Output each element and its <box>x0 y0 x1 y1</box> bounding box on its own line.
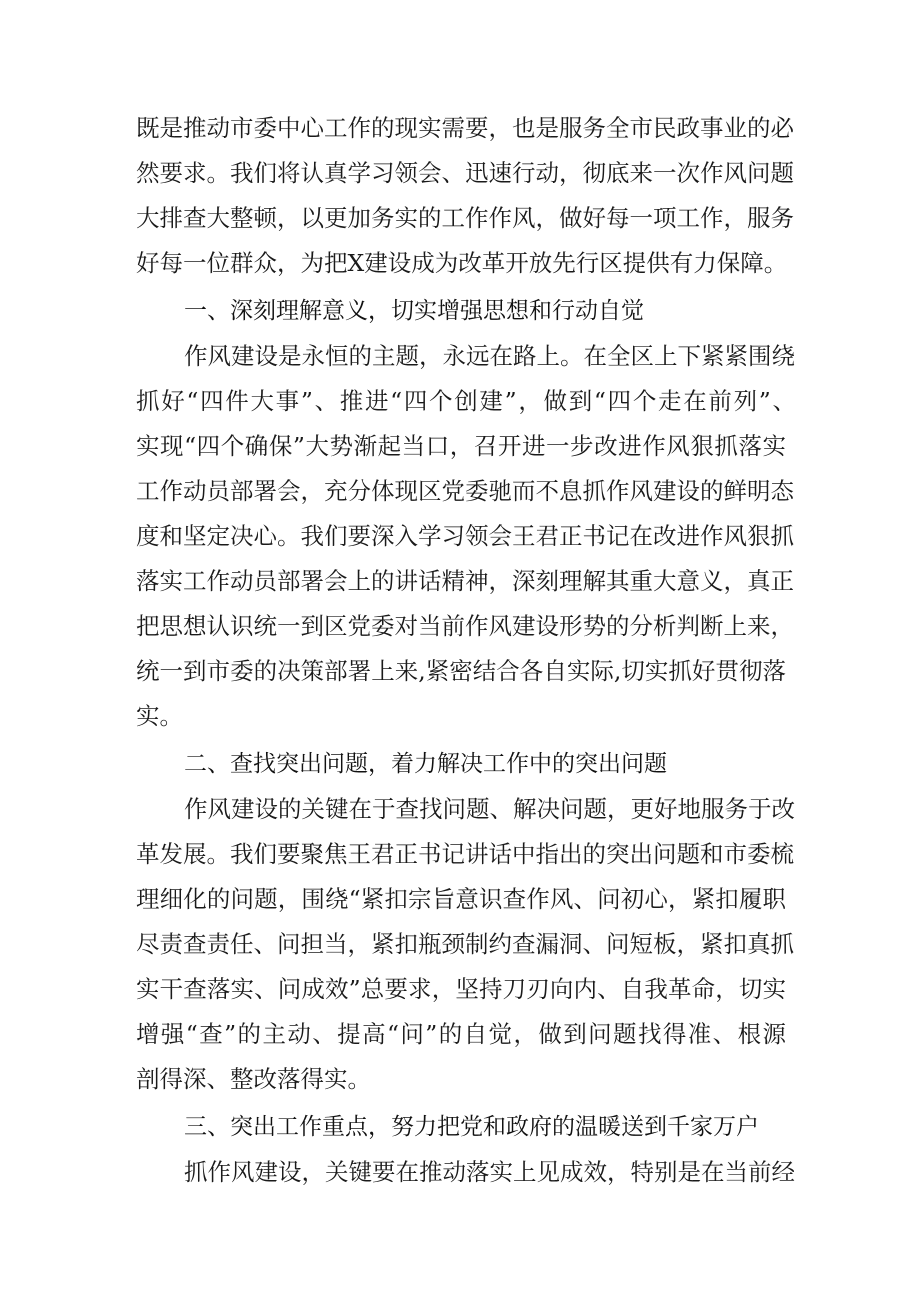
section-2-line-1: 作风建设的关键在于查找问题、解决问题，更好地服务于改 <box>184 795 795 823</box>
intro-line-3: 大排查大整顿，以更加务实的工作作风，做好每一项工作，服务 <box>136 204 794 232</box>
section-2-line-2: 革发展。我们要聚焦王君正书记讲话中指出的突出问题和市委梳 <box>136 840 794 868</box>
intro-line-4: 好每一位群众，为把X建设成为改革开放先行区提供有力保障。 <box>136 249 788 277</box>
section-1-line-7: 把思想认识统一到区党委对当前作风建设形势的分析判断上来， <box>136 612 794 640</box>
intro-line-1: 既是推动市委中心工作的现实需要，也是服务全市民政事业的必 <box>136 114 794 142</box>
section-3-line-1: 抓作风建设，关键要在推动落实上见成效，特别是在当前经 <box>184 1158 795 1186</box>
section-2-line-7: 剖得深、整改落得实。 <box>136 1065 371 1093</box>
section-1-line-3: 实现“四个确保”大势渐起当口，召开进一步改进作风狠抓落实 <box>136 432 786 460</box>
section-1-line-2: 抓好“四件大事”、推进“四个创建”，做到“四个走在前列”、 <box>136 387 796 415</box>
section-2-line-6: 增强“查”的主动、提高“问”的自觉，做到问题找得准、根源 <box>136 1020 786 1048</box>
section-1-line-8: 统一到市委的决策部署上来,紧密结合各自实际,切实抓好贯彻落 <box>136 657 786 685</box>
section-1-line-4: 工作动员部署会，充分体现区党委驰而不息抓作风建设的鲜明态 <box>136 477 794 505</box>
section-1-line-9: 实。 <box>136 702 183 730</box>
section-2-line-4: 尽责查责任、问担当，紧扣瓶颈制约查漏洞、问短板，紧扣真抓 <box>136 930 794 958</box>
section-1-line-6: 落实工作动员部署会上的讲话精神，深刻理解其重大意义，真正 <box>136 567 794 595</box>
section-2-heading: 二、查找突出问题，着力解决工作中的突出问题 <box>184 751 667 777</box>
section-2-line-5: 实干查落实、问成效”总要求，坚持刀刃向内、自我革命，切实 <box>136 975 786 1003</box>
section-1-line-5: 度和坚定决心。我们要深入学习领会王君正书记在改进作风狠抓 <box>136 522 794 550</box>
section-2-line-3: 理细化的问题，围绕“紧扣宗旨意识查作风、问初心，紧扣履职 <box>136 885 786 913</box>
section-3-heading: 三、突出工作重点，努力把党和政府的温暖送到千家万户 <box>184 1114 759 1140</box>
section-1-line-1: 作风建设是永恒的主题，永远在路上。在全区上下紧紧围绕 <box>184 342 795 370</box>
section-1-heading: 一、深刻理解意义，切实增强思想和行动自觉 <box>184 298 644 324</box>
intro-line-2: 然要求。我们将认真学习领会、迅速行动，彻底来一次作风问题 <box>136 159 794 187</box>
